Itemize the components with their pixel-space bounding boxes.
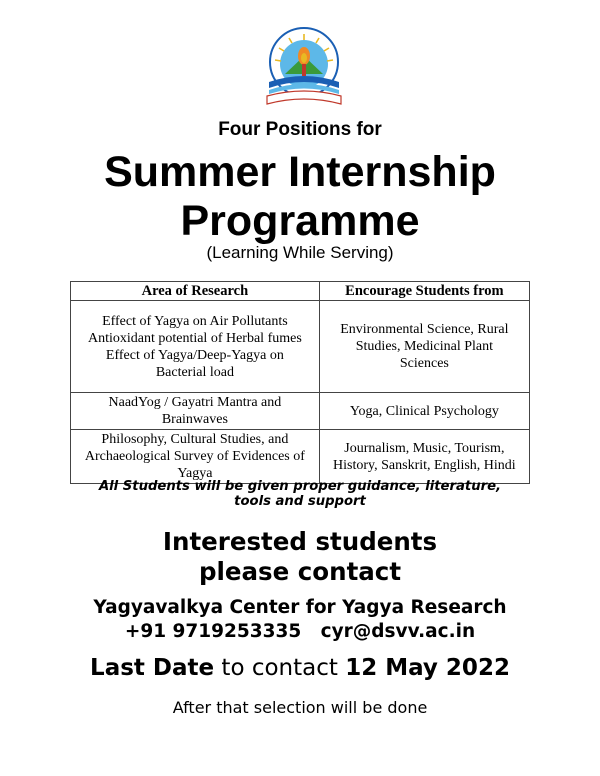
deadline-date: 12 May 2022 xyxy=(345,655,510,681)
table-row xyxy=(71,301,530,393)
support-note-line2: tools and support xyxy=(234,494,366,509)
table-row xyxy=(71,430,530,484)
area-line: Effect of Yagya on Air Pollutants xyxy=(102,313,288,329)
organization-name: Yagyavalkya Center for Yagya Research xyxy=(93,597,507,618)
footer-note: After that selection will be done xyxy=(172,698,428,717)
deadline-label: Last Date xyxy=(90,655,215,681)
main-title-line2: Programme xyxy=(180,197,420,245)
support-note-line1: All Students will be given proper guidance, literature, xyxy=(98,479,502,494)
contact-heading-line1: Interested students xyxy=(162,527,438,556)
area-line: Archaeological Survey of Evidences of xyxy=(84,449,305,464)
area-cell xyxy=(71,393,320,430)
contact-heading-line2: please contact xyxy=(198,557,402,586)
email-address[interactable]: cyr@dsvv.ac.in xyxy=(320,621,476,642)
table-header-row xyxy=(71,282,530,301)
contact-heading xyxy=(0,527,600,587)
area-line: Yagya xyxy=(177,466,213,481)
deadline xyxy=(0,653,600,683)
table-row xyxy=(71,393,530,430)
students-cell: Environmental Science, Rural Studies, Medicinal Plant Sciences xyxy=(319,301,529,393)
phone-number[interactable]: +91 9719253335 xyxy=(124,621,302,642)
column-header-students: Encourage Students from xyxy=(319,282,529,301)
area-cell xyxy=(71,301,320,393)
contact-line xyxy=(0,620,600,644)
area-line: Antioxidant potential of Herbal fumes xyxy=(87,330,302,346)
university-logo-icon xyxy=(261,26,347,112)
area-cell xyxy=(71,430,320,484)
contact-details xyxy=(0,596,600,644)
area-line: NaadYog / Gayatri Mantra and xyxy=(108,395,282,410)
tagline: (Learning While Serving) xyxy=(206,243,394,262)
students-cell: Yoga, Clinical Psychology xyxy=(319,393,529,430)
column-header-area: Area of Research xyxy=(71,282,320,301)
research-areas-table xyxy=(70,281,530,484)
main-title-line1: Summer Internship xyxy=(104,148,496,196)
pre-title: Four Positions for xyxy=(218,119,382,140)
support-note xyxy=(0,479,600,509)
area-line: Brainwaves xyxy=(161,412,228,427)
area-line: Bacterial load xyxy=(155,364,234,380)
area-line: Philosophy, Cultural Studies, and xyxy=(101,432,289,447)
area-line: Effect of Yagya/Deep-Yagya on xyxy=(105,347,284,363)
deadline-connector: to contact xyxy=(214,655,346,681)
students-cell: Journalism, Music, Tourism, History, Sanskrit, English, Hindi xyxy=(319,430,529,484)
